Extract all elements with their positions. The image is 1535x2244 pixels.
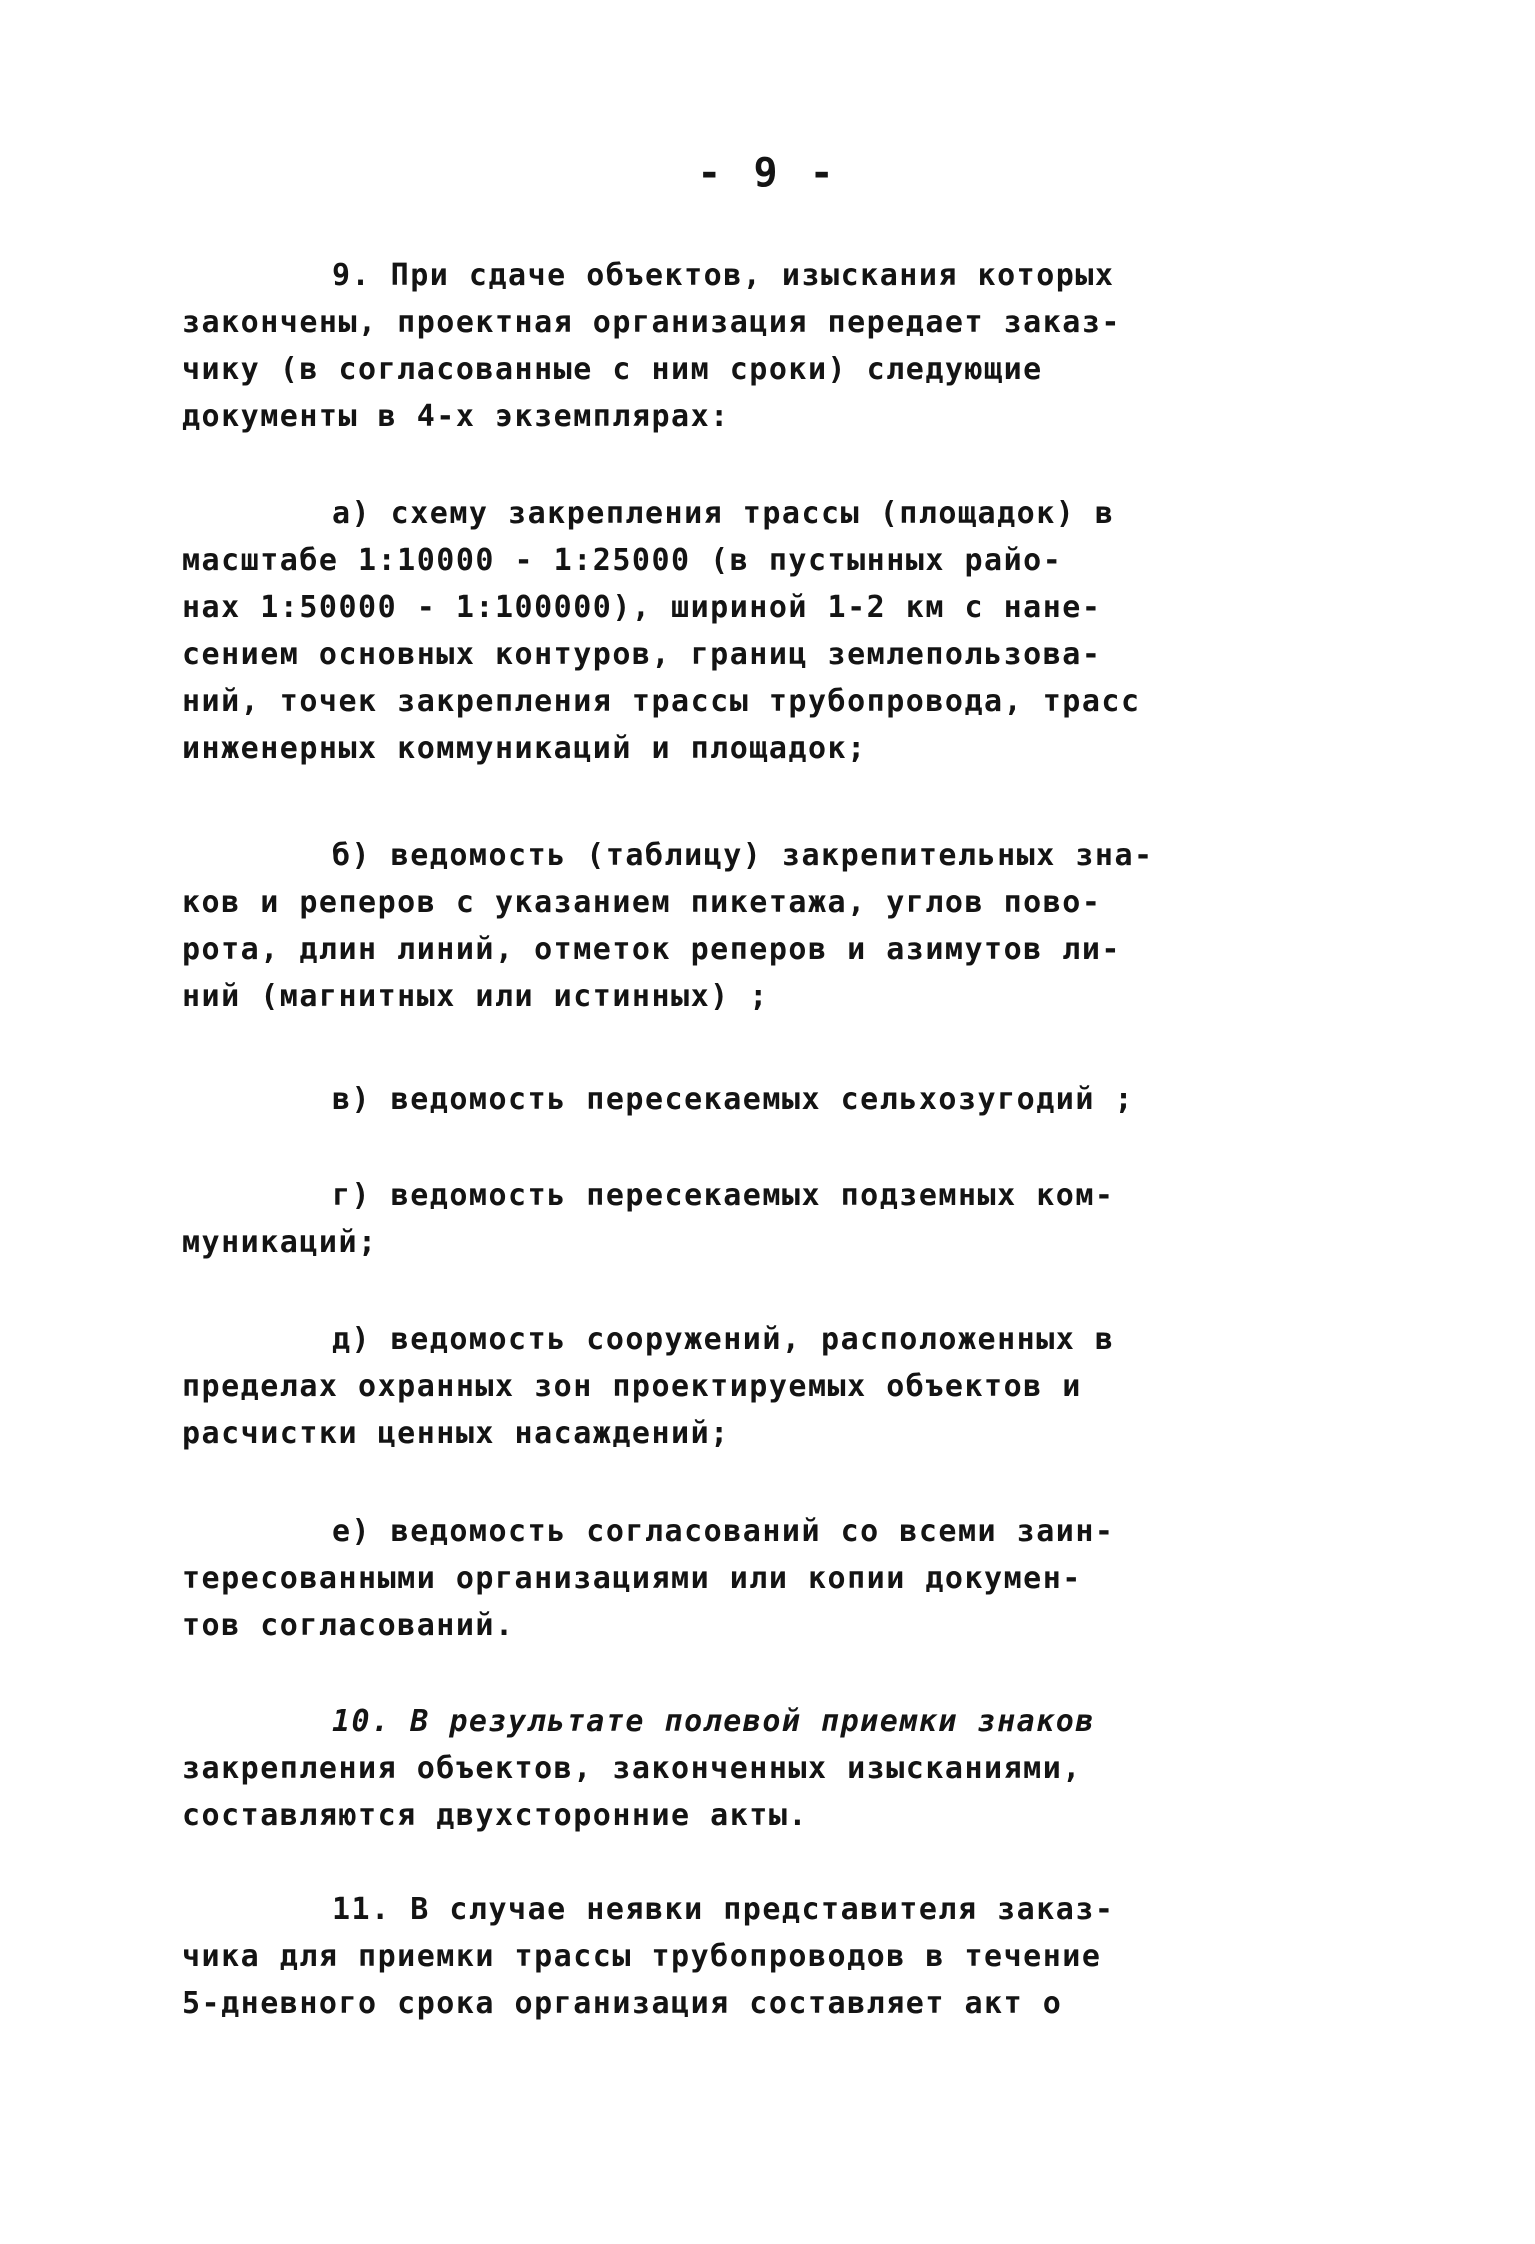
text-line: составляются двухсторонние акты. <box>182 1798 808 1833</box>
text-line: г) ведомость пересекаемых подземных ком- <box>332 1178 1115 1213</box>
text-line: 11. В случае неявки представителя заказ- <box>332 1892 1115 1927</box>
text-line: нах 1:50000 - 1:100000), шириной 1-2 км с нане- <box>182 590 1102 625</box>
text-line: пределах охранных зон проектируемых объектов и <box>182 1369 1082 1404</box>
text-line: закончены, проектная организация передает заказ- <box>182 305 1121 340</box>
text-line: д) ведомость сооружений, расположенных в <box>332 1322 1115 1357</box>
paragraph-item-e <box>182 1508 1352 1649</box>
text-line: чика для приемки трассы трубопроводов в течение <box>182 1939 1102 1974</box>
text-line: инженерных коммуникаций и площадок; <box>182 731 867 766</box>
text-line: ков и реперов с указанием пикетажа, углов пово- <box>182 885 1102 920</box>
paragraph-10 <box>182 1698 1352 1839</box>
text-line: сением основных контуров, границ землепользова- <box>182 637 1102 672</box>
text-line: документы в 4-х экземплярах: <box>182 399 730 434</box>
text-line: расчистки ценных насаждений; <box>182 1416 730 1451</box>
text-line: б) ведомость (таблицу) закрепительных зна- <box>332 838 1154 873</box>
text-line: ний, точек закрепления трассы трубопровода, трасс <box>182 684 1141 719</box>
text-line: 5-дневного срока организация составляет акт о <box>182 1986 1063 2021</box>
paragraph-item-a <box>182 490 1352 772</box>
text-line: тересованными организациями или копии докумен- <box>182 1561 1082 1596</box>
text-line: чику (в согласованные с ним сроки) следующие <box>182 352 1043 387</box>
text-line: рота, длин линий, отметок реперов и азимутов ли- <box>182 932 1121 967</box>
text-line: е) ведомость согласований со всеми заин- <box>332 1514 1115 1549</box>
text-line: а) схему закрепления трассы (площадок) в <box>332 496 1115 531</box>
text-line: муникаций; <box>182 1225 378 1260</box>
paragraph-9 <box>182 252 1352 440</box>
paragraph-item-d <box>182 1316 1352 1457</box>
text-line: масштабе 1:10000 - 1:25000 (в пустынных райо- <box>182 543 1063 578</box>
paragraph-item-g <box>182 1172 1352 1266</box>
paragraph-item-v <box>182 1076 1352 1123</box>
text-line: ний (магнитных или истинных) ; <box>182 979 769 1014</box>
page-number: - 9 - <box>697 150 838 196</box>
text-line: в) ведомость пересекаемых сельхозугодий ; <box>332 1082 1135 1117</box>
text-line: 10. В результате полевой приемки знаков <box>332 1704 1095 1739</box>
text-line: закрепления объектов, законченных изысканиями, <box>182 1751 1082 1786</box>
text-line: тов согласований. <box>182 1608 515 1643</box>
text-line: 9. При сдаче объектов, изыскания которых <box>332 258 1115 293</box>
paragraph-11 <box>182 1886 1352 2027</box>
paragraph-item-b <box>182 832 1352 1020</box>
